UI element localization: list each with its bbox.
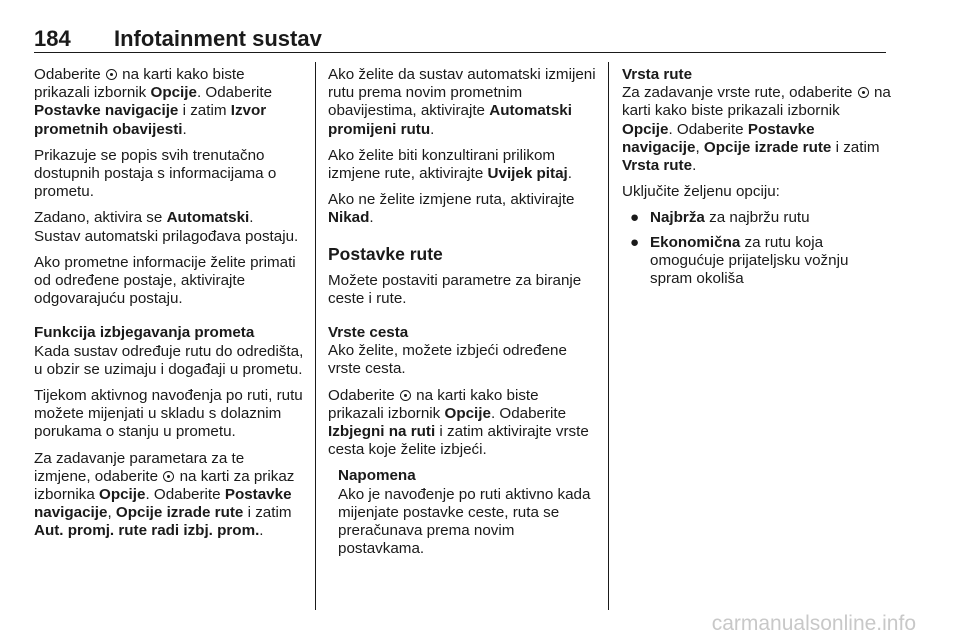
multifunction-knob-icon [106, 69, 117, 80]
column-divider-2 [608, 62, 609, 610]
subheading-road-types: Vrste cesta [328, 324, 409, 342]
paragraph-auto-reroute: Ako želite da sustav automatski izmijeni rutu prema novim prometnim obavijestima, aktivirajte Automatski promijeni rutu. [328, 66, 596, 138]
paragraph-avoid-on-route: Odaberite na karti kako biste prikazali izbornik Opcije. Odaberite Izbjegni na ruti i zatim aktivirajte vrste cesta koje želite izbjeći. [328, 386, 589, 459]
page-number: 184 [34, 26, 71, 51]
multifunction-knob-icon [163, 471, 174, 482]
list-item: ● Ekonomična za rutu koja omogućuje prijateljsku vožnju spram okoliša [630, 233, 849, 288]
note-text: Ako je navođenje po ruti aktivno kada mijenjate postavke ceste, ruta se preračunava prema novim postavkama. [338, 485, 591, 558]
paragraph-set-parameters: Za zadavanje parametara za te izmjene, odaberite na karti za prikaz izbornika Opcije. Odaberite Postavke navigacije, Opcije izrade rute i zatim Aut. promj. rute radi izbj. prom.. [34, 449, 295, 540]
bullet-icon: ● [630, 233, 640, 251]
watermark: carmanualsonline.info [711, 612, 916, 635]
column-divider-1 [315, 62, 316, 610]
section-title: Infotainment sustav [114, 26, 322, 51]
column-1 [34, 66, 304, 549]
paragraph-route-type: Za zadavanje vrste rute, odaberite na karti kako biste prikazali izbornik Opcije. Odaberite Postavke navigacije, Opcije izrade rute i zatim Vrsta rute. [622, 84, 891, 175]
multifunction-knob-icon [858, 87, 869, 98]
paragraph-never: Ako ne želite izmjene ruta, aktivirajte Nikad. [328, 191, 575, 227]
note-title: Napomena [338, 467, 416, 485]
paragraph-route-events: Kada sustav određuje rutu do odredišta, u obzir se uzimaju i događaji u prometu. [34, 342, 304, 378]
paragraph-route-params: Možete postaviti parametre za biranje ceste i rute. [328, 271, 582, 307]
heading-route-settings: Postavke rute [328, 243, 443, 264]
paragraph-avoid-roads: Ako želite, možete izbjeći određene vrste cesta. [328, 342, 567, 378]
paragraph-always-ask: Ako želite biti konzultirani prilikom izmjene rute, aktivirajte Uvijek pitaj. [328, 146, 572, 183]
multifunction-knob-icon [400, 390, 411, 401]
list-item: ● Najbrža za najbržu rutu [630, 209, 810, 227]
paragraph-traffic-source: Odaberite na karti kako biste prikazali izbornik Opcije. Odaberite Postavke navigacije i zatim Izvor prometnih obavijesti. [34, 66, 273, 138]
page-header [34, 26, 886, 53]
subheading-traffic-avoidance: Funkcija izbjegavanja prometa [34, 324, 255, 342]
subheading-route-type: Vrsta rute [622, 66, 693, 83]
bullet-icon: ● [630, 209, 640, 227]
paragraph-specific-station: Ako prometne informacije želite primati od određene postaje, aktivirajte odgovarajuću postaju. [34, 253, 296, 308]
paragraph-active-guidance: Tijekom aktivnog navođenja po ruti, rutu možete mijenjati u skladu s dolaznim porukama o stanju u prometu. [34, 387, 303, 441]
column-2 [328, 66, 598, 558]
column-3 [622, 66, 892, 294]
paragraph-default-auto: Zadano, aktivira se Automatski. Sustav automatski prilagođava postaju. [34, 209, 299, 245]
paragraph-choose-option: Uključite željenu opciju: [622, 183, 780, 201]
route-options-list [622, 209, 892, 288]
paragraph-station-list: Prikazuje se popis svih trenutačno dostupnih postaja s informacijama o prometu. [34, 146, 277, 201]
note-box [338, 467, 598, 558]
